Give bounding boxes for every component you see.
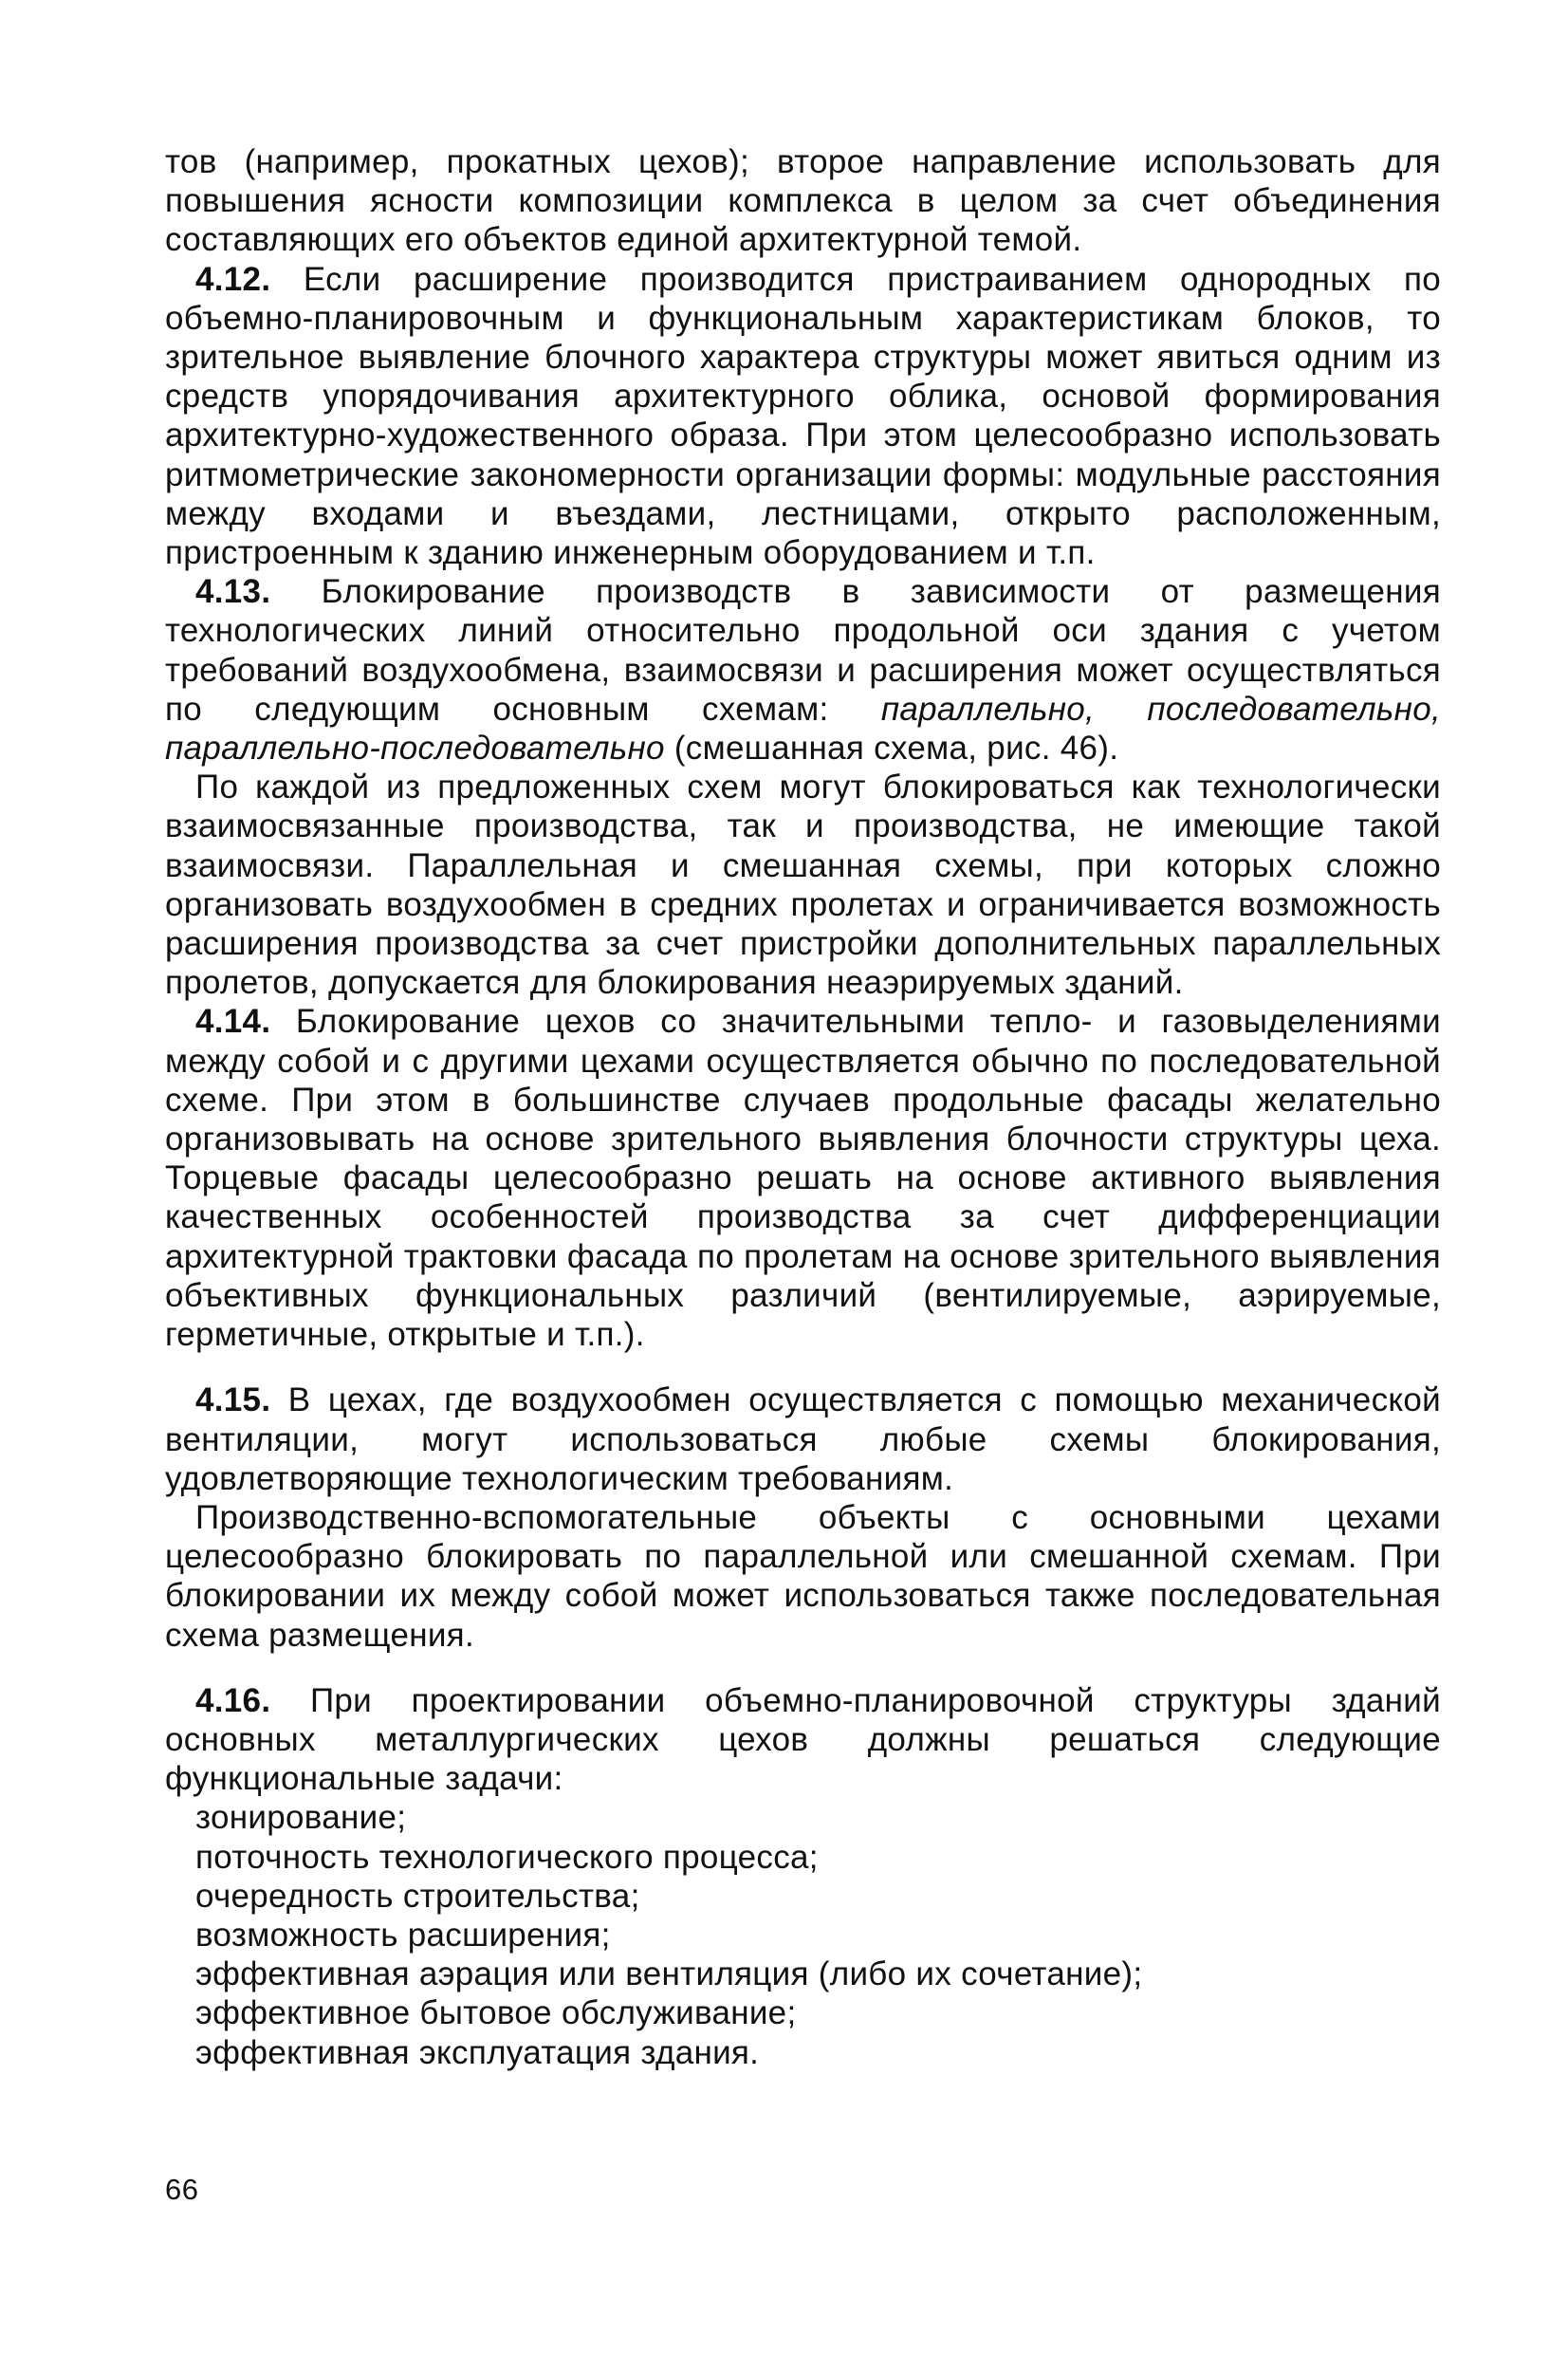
list-item: эффективная аэрация или вентиляция (либо их сочетание); bbox=[195, 1955, 1143, 1993]
list-item: очередность строительства; bbox=[195, 1877, 640, 1915]
paragraph-4-14: 4.14. Блокирование цехов со значительными тепло- и газовыделениями между собой и с другими цехами осуществляется обычно по последовательной схеме. При этом в большинстве случаев продольные фасады желательно организовывать на основе зрительного выявления блочности структуры цеха. Торцевые фасады целесообразно решать на основе активного выявления качественных особенностей производства за счет дифференциации архитектурной трактовки фасада по пролетам на основе зрительного выявления объективных функциональных различий (вентилируемые, аэрируемые, герметичные, открытые и т.п.). bbox=[165, 1003, 1441, 1354]
paragraph-4-12: 4.12. Если расширение производится пристраиванием однородных по объемно-планировочным и функциональным характеристикам блоков, то зрительное выявление блочного характера структуры может явиться одним из средств упорядочивания архитектурного облика, основой формирования архитектурно-художественного образа. При этом целесообразно использовать ритмометрические закономерности организации формы: модульные расстояния между входами и въездами, лестницами, открыто расположенным, пристроенным к зданию инженерным оборудованием и т.п. bbox=[165, 260, 1441, 572]
scheme-names-italic: параллельно, последовательно, параллельно-последовательно bbox=[165, 690, 1441, 768]
section-number: 4.15. bbox=[195, 1381, 271, 1419]
list-item: поточность технологического процесса; bbox=[195, 1838, 819, 1876]
section-number: 4.12. bbox=[195, 260, 271, 298]
page-number: 66 bbox=[165, 2173, 199, 2206]
functional-tasks-list bbox=[165, 1798, 1441, 2071]
list-item: эффективное бытовое обслуживание; bbox=[195, 1994, 797, 2032]
page-body bbox=[165, 142, 1441, 2072]
section-number: 4.14. bbox=[195, 1003, 271, 1041]
paragraph-4-13-continued: По каждой из предложенных схем могут блокироваться как технологически взаимосвязанные производства, так и производства, не имеющие такой взаимосвязи. Параллельная и смешанная схемы, при которых сложно организовать воздухообмен в средних пролетах и ограничивается возможность расширения производства за счет пристройки дополнительных параллельных пролетов, допускается для блокирования неаэрируемых зданий. bbox=[165, 769, 1441, 1002]
paragraph-continuation: тов (например, прокатных цехов); второе направление использовать для повышения ясности композиции комплекса в целом за счет объединения составляющих его объектов единой архитектурной темой. bbox=[165, 143, 1441, 259]
paragraph-4-15: 4.15. В цехах, где воздухообмен осуществляется с помощью механической вентиляции, могут использоваться любые схемы блокирования, удовлетворяющие технологическим требованиям. bbox=[165, 1381, 1441, 1497]
paragraph-4-15-continued: Производственно-вспомогательные объекты с основными цехами целесообразно блокировать по параллельной или смешанной схемам. При блокировании их между собой может использоваться также последовательная схема размещения. bbox=[165, 1498, 1441, 1654]
list-item: зонирование; bbox=[195, 1799, 407, 1837]
section-number: 4.13. bbox=[195, 573, 271, 611]
section-number: 4.16. bbox=[195, 1681, 271, 1719]
paragraph-4-16: 4.16. При проектировании объемно-планировочной структуры зданий основных металлургических цехов должны решаться следующие функциональные задачи: bbox=[165, 1681, 1441, 1798]
list-item: эффективная эксплуатация здания. bbox=[195, 2033, 760, 2071]
paragraph-4-13: 4.13. Блокирование производств в зависимости от размещения технологических линий относительно продольной оси здания с учетом требований воздухообмена, взаимосвязи и расширения может осуществляться по следующим основным схемам: параллельно, последовательно, параллельно-последовательно (смешанная схема, рис. 46). bbox=[165, 573, 1441, 768]
list-item: возможность расширения; bbox=[195, 1916, 611, 1954]
